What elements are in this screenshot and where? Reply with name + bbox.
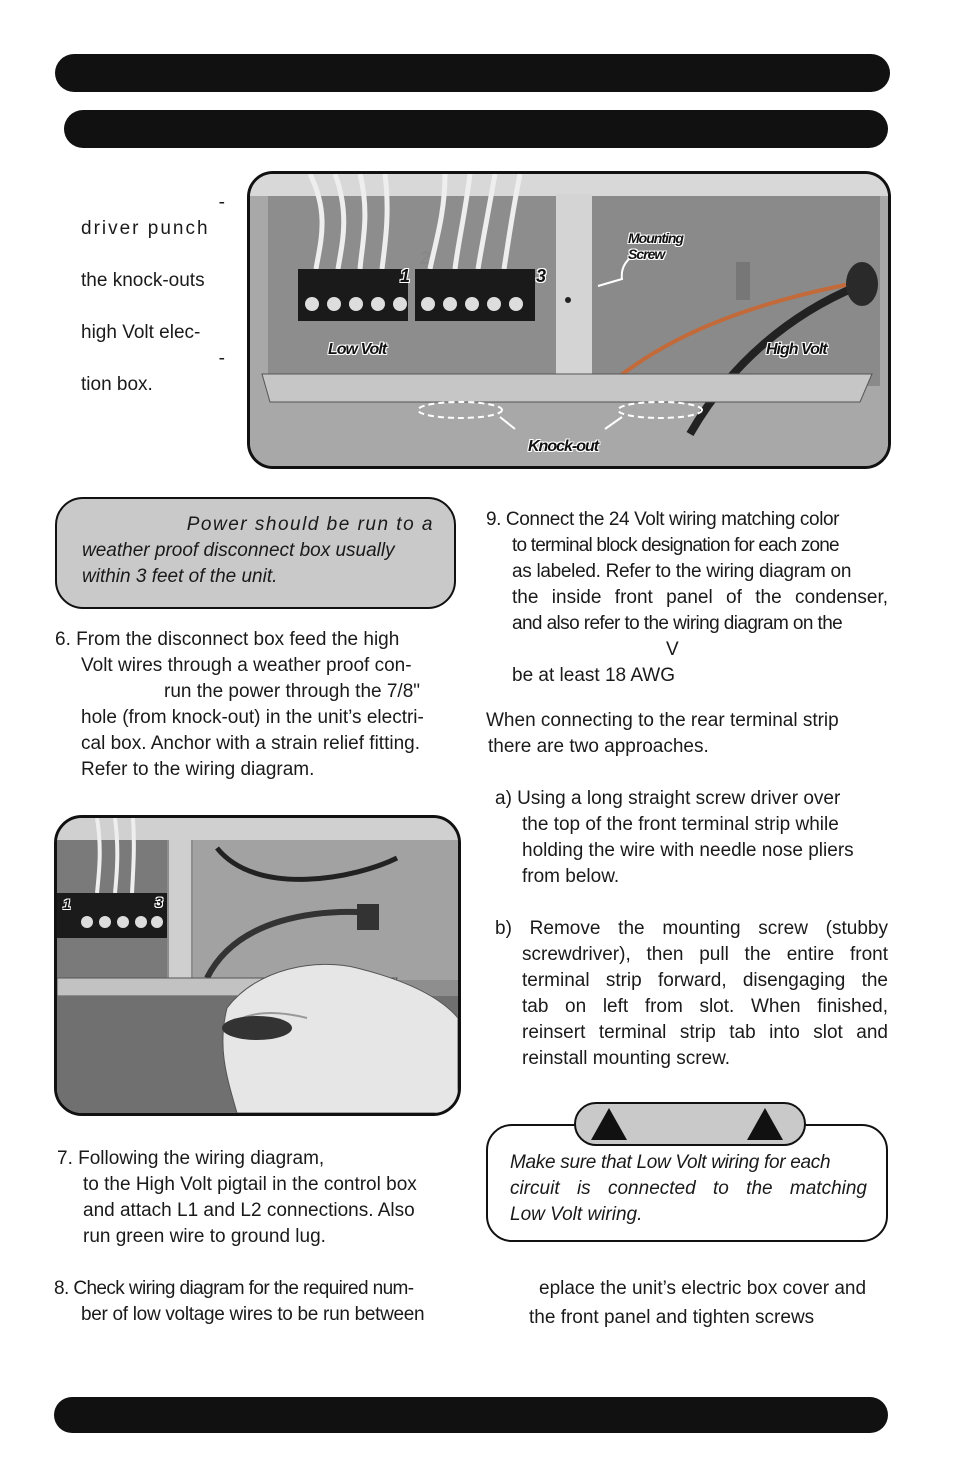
caution-line: Low Volt wiring.: [510, 1204, 643, 1225]
intro-line: the knock-outs: [81, 270, 205, 291]
step8-line: 8. Check wiring diagram for the required num-: [54, 1278, 414, 1299]
knock-out-label: Knock-out: [528, 438, 599, 455]
terminal-number-label: 3: [536, 266, 546, 286]
step6-line: hole (from knock-out) in the unit’s electri-: [81, 707, 424, 728]
step6-line: Refer to the wiring diagram.: [81, 759, 315, 780]
step9-line: to terminal block designation for each zone: [512, 535, 839, 556]
replace-line: eplace the unit’s electric box cover and: [539, 1278, 867, 1299]
header-bar-second: [64, 110, 888, 148]
terminal-number-label: 1: [63, 896, 70, 912]
mounting-screw-label: Mounting Screw: [628, 230, 683, 262]
header-bar-top: [55, 54, 890, 92]
approach-b-line: reinsert terminal strip tab into slot and: [522, 1022, 888, 1043]
approach-a-line: from below.: [522, 866, 620, 887]
intro-line: -: [218, 192, 225, 213]
power-note-line: weather proof disconnect box usually: [82, 540, 395, 561]
approach-b-line: tab on left from slot. When finished,: [522, 996, 888, 1017]
step7-line: run green wire to ground lug.: [83, 1226, 326, 1247]
step6-line: 6. From the disconnect box feed the high: [55, 629, 400, 650]
terminal-number-label: 3: [155, 894, 162, 910]
step7-line: and attach L1 and L2 connections. Also: [83, 1200, 415, 1221]
wiring-hand-photo: [54, 815, 461, 1116]
warning-triangle-icon: [745, 1106, 785, 1142]
step9-line: the inside front panel of the condenser,: [512, 587, 888, 608]
approach-b-line: reinstall mounting screw.: [522, 1048, 731, 1069]
intro-line: -: [218, 348, 225, 369]
warning-triangle-icon: [589, 1106, 629, 1142]
high-volt-label: High Volt: [766, 341, 827, 358]
low-volt-label: Low Volt: [328, 341, 387, 358]
rear-terminal-line: there are two approaches.: [488, 736, 709, 757]
replace-line: the front panel and tighten screws: [529, 1307, 815, 1328]
approach-b-line: b) Remove the mounting screw (stubby: [495, 918, 888, 939]
step6-line: Volt wires through a weather proof con-: [81, 655, 412, 676]
caution-line: circuit is connected to the matching: [510, 1178, 867, 1199]
power-note-line: within 3 feet of the unit.: [82, 566, 278, 587]
approach-a-line: a) Using a long straight screw driver over: [495, 788, 841, 809]
wiring-hand-illustration: [57, 818, 458, 1113]
footer-bar: [54, 1397, 888, 1433]
intro-line: high Volt elec-: [81, 322, 201, 343]
step7-line: 7. Following the wiring diagram,: [57, 1148, 325, 1169]
electrical-box-illustration: [250, 174, 888, 466]
approach-b-line: terminal strip forward, disengaging the: [522, 970, 888, 991]
intro-line: driver punch: [81, 218, 210, 239]
step6-line: run the power through the 7/8": [164, 681, 421, 702]
caution-line: Make sure that Low Volt wiring for each: [510, 1152, 831, 1173]
power-note-line: Power should be run to a: [186, 514, 434, 535]
step6-line: cal box. Anchor with a strain relief fitting.: [81, 733, 420, 754]
step9-line: 9. Connect the 24 Volt wiring matching color: [486, 509, 840, 530]
step9-line: be at least 18 AWG: [512, 665, 675, 686]
electrical-box-photo: [247, 171, 891, 469]
approach-a-line: the top of the front terminal strip while: [522, 814, 839, 835]
rear-terminal-line: When connecting to the rear terminal strip: [486, 710, 839, 731]
terminal-number-label: 1: [400, 266, 410, 286]
step7-line: to the High Volt pigtail in the control box: [83, 1174, 417, 1195]
step9-line: V: [666, 639, 679, 660]
intro-line: tion box.: [81, 374, 153, 395]
terminal-number-label: 2: [420, 248, 430, 268]
step9-line: and also refer to the wiring diagram on the: [512, 613, 843, 634]
approach-a-line: holding the wire with needle nose pliers: [522, 840, 854, 861]
approach-b-line: screwdriver), then pull the entire front: [522, 944, 888, 965]
step9-line: as labeled. Refer to the wiring diagram on: [512, 561, 852, 582]
step8-line: ber of low voltage wires to be run between: [81, 1304, 425, 1325]
